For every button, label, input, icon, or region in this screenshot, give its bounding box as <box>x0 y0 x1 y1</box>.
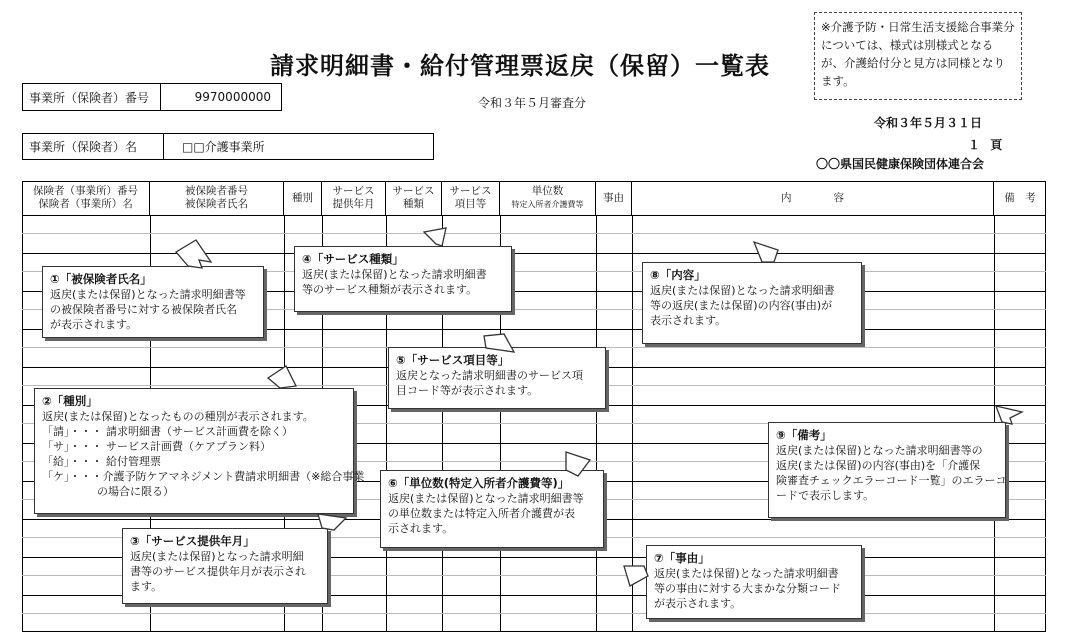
header-content-label: 内 容 <box>781 191 844 204</box>
callout-title: ⑤「サービス項目等」 <box>396 353 510 367</box>
callout-line: 書等のサービス提供年月が表示され <box>130 565 306 578</box>
header-service-kind-a: サービス <box>392 185 435 197</box>
callout-title: ⑧「内容」 <box>650 268 706 282</box>
issue-date: 令和３年５月３１日 <box>874 116 983 130</box>
arrow-up-icon <box>268 366 296 388</box>
callout-line: 返戻(または保留)となった請求明細書 <box>650 284 835 297</box>
callout-line: 返戻(または保留)となった請求明細書等の <box>776 444 983 457</box>
arrow-up-icon <box>566 452 590 476</box>
header-insured-number: 被保険者番号 <box>185 185 248 197</box>
callout-title: ⑦「事由」 <box>654 551 710 565</box>
callout-line: 「請」・・・ 請求明細書（サービス計画費を除く） <box>42 425 293 438</box>
arrow-up-icon <box>484 334 514 352</box>
callout-line: ードで表示します。 <box>776 489 875 502</box>
callout-line: の単位数または特定入所者介護費が表 <box>388 507 575 520</box>
callout-line: 示されます。 <box>388 522 454 535</box>
header-reason-label: 事由 <box>603 191 624 204</box>
header-service-month-b: 提供年月 <box>332 198 375 210</box>
callout-line: 険審査チェックエラーコード一覧」のエラーコ <box>776 474 1007 487</box>
callout-line: 等の事由に対する大まかな分類コード <box>654 582 841 595</box>
callout-line: 返戻(または保留)の内容(事由)を「介護保 <box>776 459 981 472</box>
callout-line: 返戻(または保留)となった請求明細書等 <box>388 492 584 505</box>
callout-line: が表示されます。 <box>50 318 138 331</box>
arrow-up-icon <box>176 240 211 268</box>
header-service-item-b: 項目等 <box>454 198 487 210</box>
callout-line: 返戻(または保留)となった請求明細書 <box>654 567 839 580</box>
arrow-up-icon <box>318 514 346 530</box>
callout-line: 返戻(または保留)となった請求明細書等 <box>50 288 246 301</box>
header-service-item-a: サービス <box>449 185 492 197</box>
header-insurer-name: 保険者（事業所）名 <box>38 198 133 210</box>
header-insured-name: 被保険者氏名 <box>185 198 248 210</box>
callout-line: 返戻(または保留)となった請求明細書 <box>302 268 487 281</box>
office-name-value: □□介護事業所 <box>182 140 265 154</box>
arrow-up-icon <box>754 242 778 262</box>
callout-line: 返戻(または保留)となったものの種別が表示されます。 <box>42 410 314 423</box>
callout-title: ②「種別」 <box>42 394 98 408</box>
callout-title: ③「サービス提供年月」 <box>130 534 255 548</box>
header-insurer-number: 保険者（事業所）番号 <box>33 185 138 197</box>
arrow-up-icon <box>624 566 648 586</box>
callout-line: 「ケ」・・・介護予防ケアマネジメント費請求明細書（※総合事業 <box>42 470 365 483</box>
header-service-month-a: サービス <box>332 185 375 197</box>
callout-line: 等のサービス種類が表示されます。 <box>302 283 478 296</box>
office-number-value: 9970000000 <box>194 90 271 104</box>
callout-line: が表示されます。 <box>654 597 742 610</box>
callout-line: 目コード等が表示されます。 <box>396 384 539 397</box>
callout-line: 返戻となった請求明細書のサービス項 <box>396 369 583 382</box>
header-units-b: 特定入所者介護費等 <box>511 200 584 209</box>
callout-line: 表示されます。 <box>650 314 727 327</box>
callout-line: 「サ」・・・ サービス計画費（ケアプラン料） <box>42 440 271 453</box>
arrow-up-icon <box>424 228 446 246</box>
issuer-name: 〇〇県国民健康保険団体連合会 <box>816 157 985 171</box>
office-name-label: 事業所（保険者）名 <box>23 134 164 159</box>
callout-line: 「給」・・・ 給付管理票 <box>42 455 161 468</box>
callout-line: の被保険者番号に対する被保険者氏名 <box>50 303 237 316</box>
note-box: ※介護予防・日常生活支援総合事業分については、様式は別様式となるが、介護給付分と見方は同様となります。 <box>814 12 1022 100</box>
page-title: 請求明細書・給付管理票返戻（保留）一覧表 <box>270 52 770 80</box>
callout-line: 返戻(または保留)となった請求明細 <box>130 550 304 563</box>
header-type-label: 種別 <box>292 191 313 204</box>
arrow-up-icon <box>996 406 1022 424</box>
header-remarks-label: 備 考 <box>1004 191 1036 204</box>
header-units-a: 単位数 <box>531 185 564 197</box>
page-suffix: 頁 <box>990 138 1003 152</box>
callout-line: ます。 <box>130 580 163 593</box>
office-number-label: 事業所（保険者）番号 <box>23 84 161 110</box>
callout-title: ⑨「備考」 <box>776 428 832 442</box>
callout-title: ①「被保険者氏名」 <box>50 272 152 286</box>
callout-line: の場合に限る） <box>42 485 174 498</box>
header-service-kind-b: 種類 <box>403 198 424 210</box>
callout-line: 等の返戻(または保留)の内容(事由)が <box>650 299 833 312</box>
review-month: 令和３年５月審査分 <box>478 96 587 110</box>
callout-title: ④「サービス種類」 <box>302 252 404 266</box>
callout-title: ⑥「単位数(特定入所者介護費等)」 <box>388 476 570 490</box>
page-number: １ <box>968 138 981 152</box>
